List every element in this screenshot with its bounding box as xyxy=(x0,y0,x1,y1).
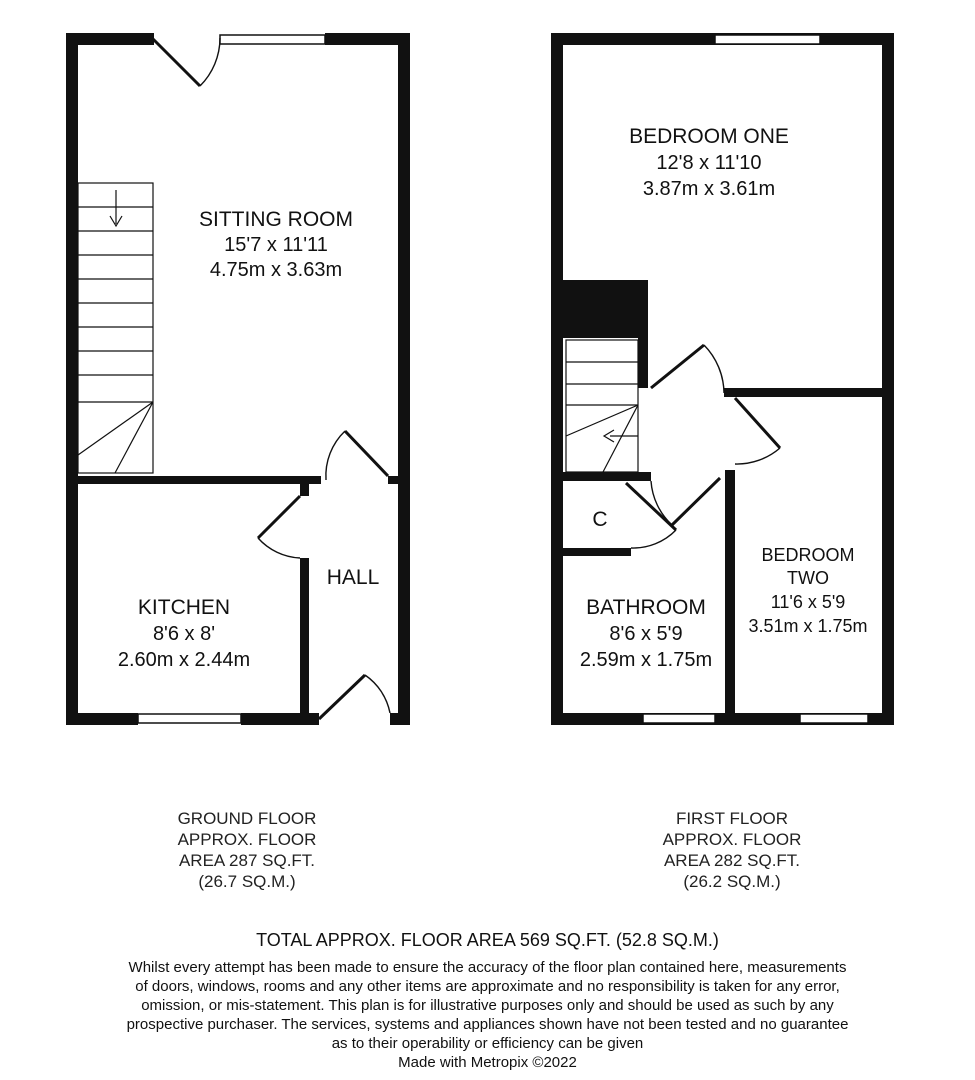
bedroom-two-imperial: 11'6 x 5'9 xyxy=(770,592,846,612)
bedroom-one-name: BEDROOM ONE xyxy=(629,125,789,148)
sitting-room-metric: 4.75m x 3.63m xyxy=(209,259,343,281)
gf-wall-top-left xyxy=(66,33,154,45)
bedroom-one-imperial: 12'8 x 11'10 xyxy=(656,152,762,174)
kitchen-name: KITCHEN xyxy=(137,596,231,619)
first-floor-caption-line2: APPROX. FLOOR xyxy=(662,830,802,849)
gf-wall-right xyxy=(398,33,410,483)
gf-wall-hall-lower xyxy=(300,558,309,725)
ff-wall-cupboard xyxy=(563,548,631,556)
gf-bottom-window xyxy=(138,714,241,723)
disclaimer-line3: omission, or mis-statement. This plan is for illustrative purposes only and should be used as such by any xyxy=(141,997,834,1014)
ground-floor-caption-line1: GROUND FLOOR xyxy=(177,809,317,828)
ff-top-window xyxy=(715,35,820,44)
disclaimer xyxy=(70,958,905,1072)
ff-chimney xyxy=(563,280,648,338)
ff-chimney-wall xyxy=(638,280,648,388)
ff-doors xyxy=(626,345,780,548)
gf-top-window xyxy=(220,35,325,44)
ff-wall-left xyxy=(551,33,563,725)
hall-name: HALL xyxy=(326,566,380,589)
gf-wall-divider-right xyxy=(388,476,410,484)
gf-wall-right-hall xyxy=(398,483,410,713)
kitchen-metric: 2.60m x 2.44m xyxy=(117,649,251,671)
bedroom-two-name-line1: BEDROOM xyxy=(761,545,855,565)
cupboard-name: C xyxy=(592,508,608,531)
first-floor-caption-line4: (26.2 SQ.M.) xyxy=(683,872,781,891)
ff-wall-right xyxy=(882,33,894,725)
ground-floor-caption-line2: APPROX. FLOOR xyxy=(177,830,317,849)
sitting-room-imperial: 15'7 x 11'11 xyxy=(224,234,328,256)
sitting-room-name: SITTING ROOM xyxy=(199,208,353,231)
ff-staircase xyxy=(566,340,638,472)
ground-floor-caption-line3: AREA 287 SQ.FT. xyxy=(178,851,316,870)
disclaimer-line4: prospective purchaser. The services, systems and appliances shown have not been tested and no guarantee xyxy=(126,1016,849,1033)
ff-wall-bed1 xyxy=(724,388,894,397)
gf-staircase xyxy=(78,183,153,473)
gf-wall-top-right xyxy=(325,33,410,45)
ground-floor-caption-line4: (26.7 SQ.M.) xyxy=(198,872,296,891)
ground-floor-plan xyxy=(66,33,410,725)
gf-wall-bottom-right xyxy=(390,713,410,725)
ff-wall-landing xyxy=(563,472,651,481)
gf-wall-left xyxy=(66,33,78,725)
bedroom-one-metric: 3.87m x 3.61m xyxy=(642,178,776,200)
total-floor-area: TOTAL APPROX. FLOOR AREA 569 SQ.FT. (52.8 SQ.M.) xyxy=(256,930,719,950)
first-floor-caption xyxy=(622,808,842,892)
first-floor-caption-line3: AREA 282 SQ.FT. xyxy=(663,851,801,870)
bedroom-two-metric: 3.51m x 1.75m xyxy=(748,616,868,636)
first-floor-caption-line1: FIRST FLOOR xyxy=(675,809,789,828)
disclaimer-line2: of doors, windows, rooms and any other items are approximate and no responsibility is taken for any error, xyxy=(135,978,840,995)
gf-wall-hall xyxy=(300,484,309,496)
bathroom-imperial: 8'6 x 5'9 xyxy=(609,623,683,645)
gf-wall-bottom-left xyxy=(66,713,138,725)
gf-wall-divider xyxy=(66,476,321,484)
disclaimer-line5: as to their operability or efficiency can be given xyxy=(331,1035,644,1052)
ff-bottom-window-left xyxy=(643,714,715,723)
kitchen-imperial: 8'6 x 8' xyxy=(152,623,216,645)
bathroom-metric: 2.59m x 1.75m xyxy=(579,649,713,671)
bathroom-name: BATHROOM xyxy=(586,596,706,619)
ff-wall-bath-bed2 xyxy=(725,470,735,725)
disclaimer-line6: Made with Metropix ©2022 xyxy=(398,1054,577,1071)
ff-bottom-window-right xyxy=(800,714,868,723)
ground-floor-caption xyxy=(137,808,357,892)
bedroom-two-name-line2: TWO xyxy=(787,568,829,588)
disclaimer-line1: Whilst every attempt has been made to ensure the accuracy of the floor plan contained here, measurements xyxy=(128,959,847,976)
